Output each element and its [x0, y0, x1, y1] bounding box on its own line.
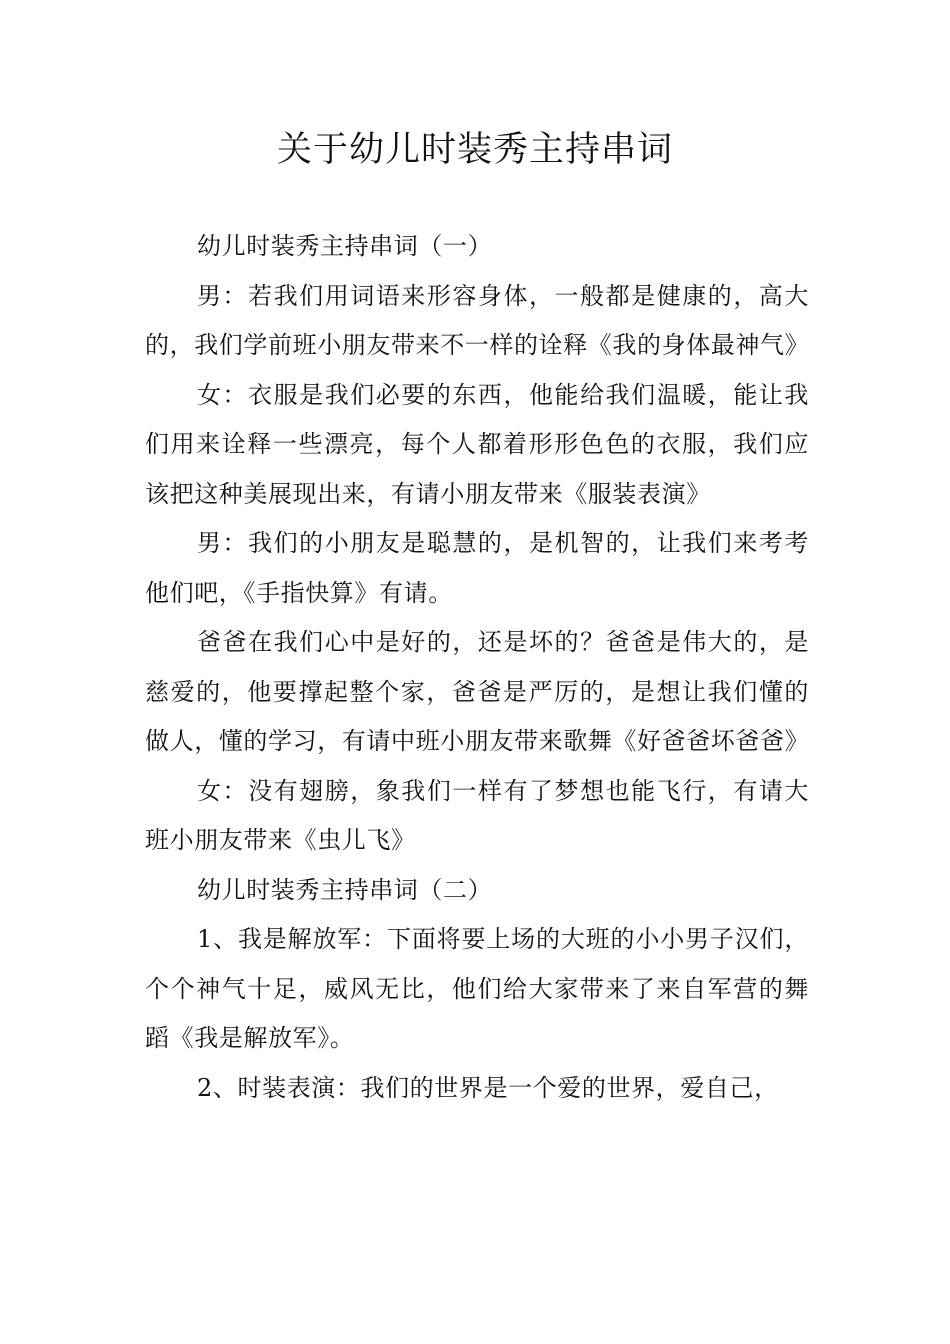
- paragraph: 女：衣服是我们必要的东西，他能给我们温暖，能让我们用来诠释一些漂亮，每个人都着形形色色的衣服，我们应该把这种美展现出来，有请小朋友带来《服装表演》: [145, 380, 809, 508]
- paragraph-section-heading-2: 幼儿时装秀主持串词（二）: [197, 875, 493, 904]
- document-body: [145, 222, 809, 1113]
- paragraph: 男：我们的小朋友是聪慧的，是机智的，让我们来考考他们吧，《手指快算》有请。: [145, 529, 809, 607]
- paragraph: 女：没有翅膀，象我们一样有了梦想也能飞行，有请大班小朋友带来《虫儿飞》: [145, 776, 809, 854]
- paragraph: 爸爸在我们心中是好的，还是坏的？爸爸是伟大的，是慈爱的，他要撑起整个家，爸爸是严厉的，是想让我们懂的做人，懂的学习，有请中班小朋友带来歌舞《好爸爸坏爸爸》: [145, 628, 810, 755]
- document-title: 关于幼儿时装秀主持串词: [276, 130, 673, 170]
- paragraph: 男：若我们用词语来形容身体，一般都是健康的，高大的，我们学前班小朋友带来不一样的诠释《我的身体最神气》: [145, 281, 810, 359]
- paragraph: 2、时装表演：我们的世界是一个爱的世界，爱自己，: [197, 1073, 779, 1102]
- paragraph: 1、我是解放军：下面将要上场的大班的小小男子汉们，个个神气十足，威风无比，他们给大家带来了来自军营的舞蹈《我是解放军》。: [145, 925, 809, 1052]
- paragraph-section-heading-1: 幼儿时装秀主持串词（一）: [197, 232, 493, 260]
